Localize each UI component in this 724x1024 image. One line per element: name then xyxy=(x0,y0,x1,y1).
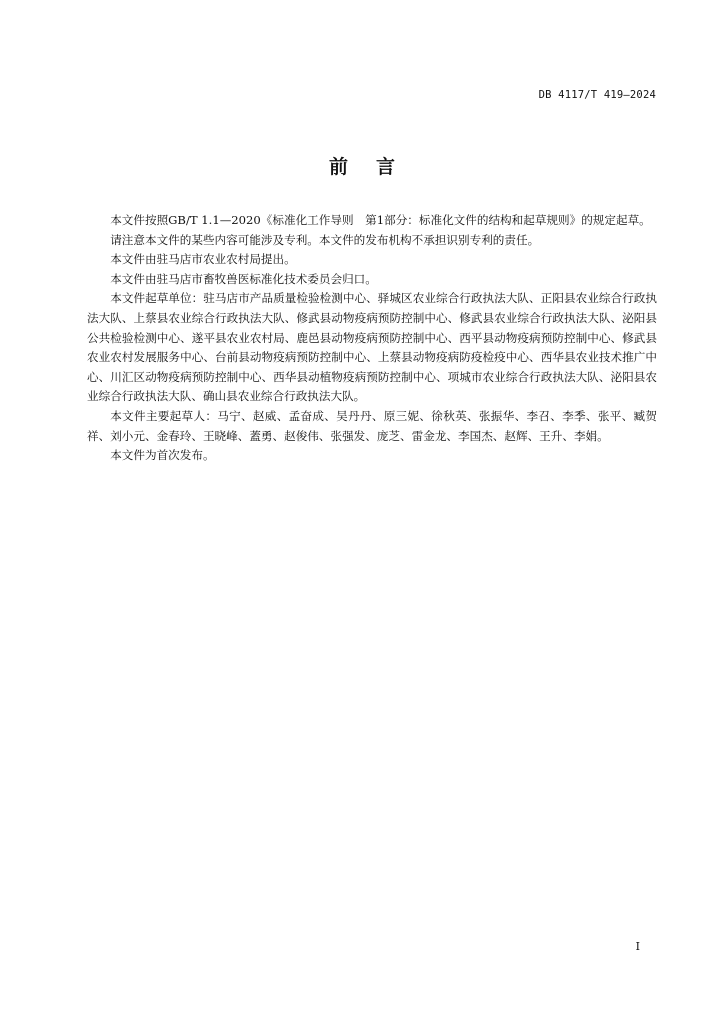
paragraph-drafting-rules: 本文件按照GB/T 1.1—2020《标准化工作导则 第1部分：标准化文件的结构和起草规则》的规定起草。 xyxy=(110,213,651,227)
paragraph-drafting-units: 本文件起草单位：驻马店市产品质量检验检测中心、驿城区农业综合行政执法大队、正阳县农业综合行政执法大队、上蔡县农业综合行政执法大队、修武县动物疫病预防控制中心、修武县农业综合行政执法大队、泌阳县公共检验检测中心、遂平县农业农村局、鹿邑县动物疫病预防控制中心、西平县动物疫病预防控制中心、修武县农业农村发展服务中心、台前县动物疫病预防控制中心、上蔡县动物疫病防疫检疫中心、西华县农业技术推广中心、川汇区动物疫病预防控制中心、西华县动植物疫病预防控制中心、项城市农业综合行政执法大队、泌阳县农业综合行政执法大队、确山县农业综合行政执法大队。 xyxy=(87,291,657,404)
foreword-body xyxy=(87,211,657,466)
page-number: I xyxy=(635,940,640,953)
paragraph-main-drafters: 本文件主要起草人：马宁、赵威、孟奋成、吴丹丹、原三妮、徐秋英、张振华、李召、李季、张平、臧贺祥、刘小元、金春玲、王晓峰、蓋勇、赵俊伟、张强发、庞芝、雷金龙、李国杰、赵辉、王升、李娟。 xyxy=(87,408,657,443)
paragraph-proposer: 本文件由驻马店市农业农村局提出。 xyxy=(110,252,296,267)
page-title: 前言 xyxy=(328,156,423,178)
document-number: DB 4117/T 419—2024 xyxy=(538,89,656,101)
paragraph-patent-notice: 请注意本文件的某些内容可能涉及专利。本文件的发布机构不承担识别专利的责任。 xyxy=(110,232,540,247)
paragraph-centralized-management: 本文件由驻马店市畜牧兽医标准化技术委员会归口。 xyxy=(110,271,377,286)
paragraph-first-release: 本文件为首次发布。 xyxy=(110,448,215,463)
